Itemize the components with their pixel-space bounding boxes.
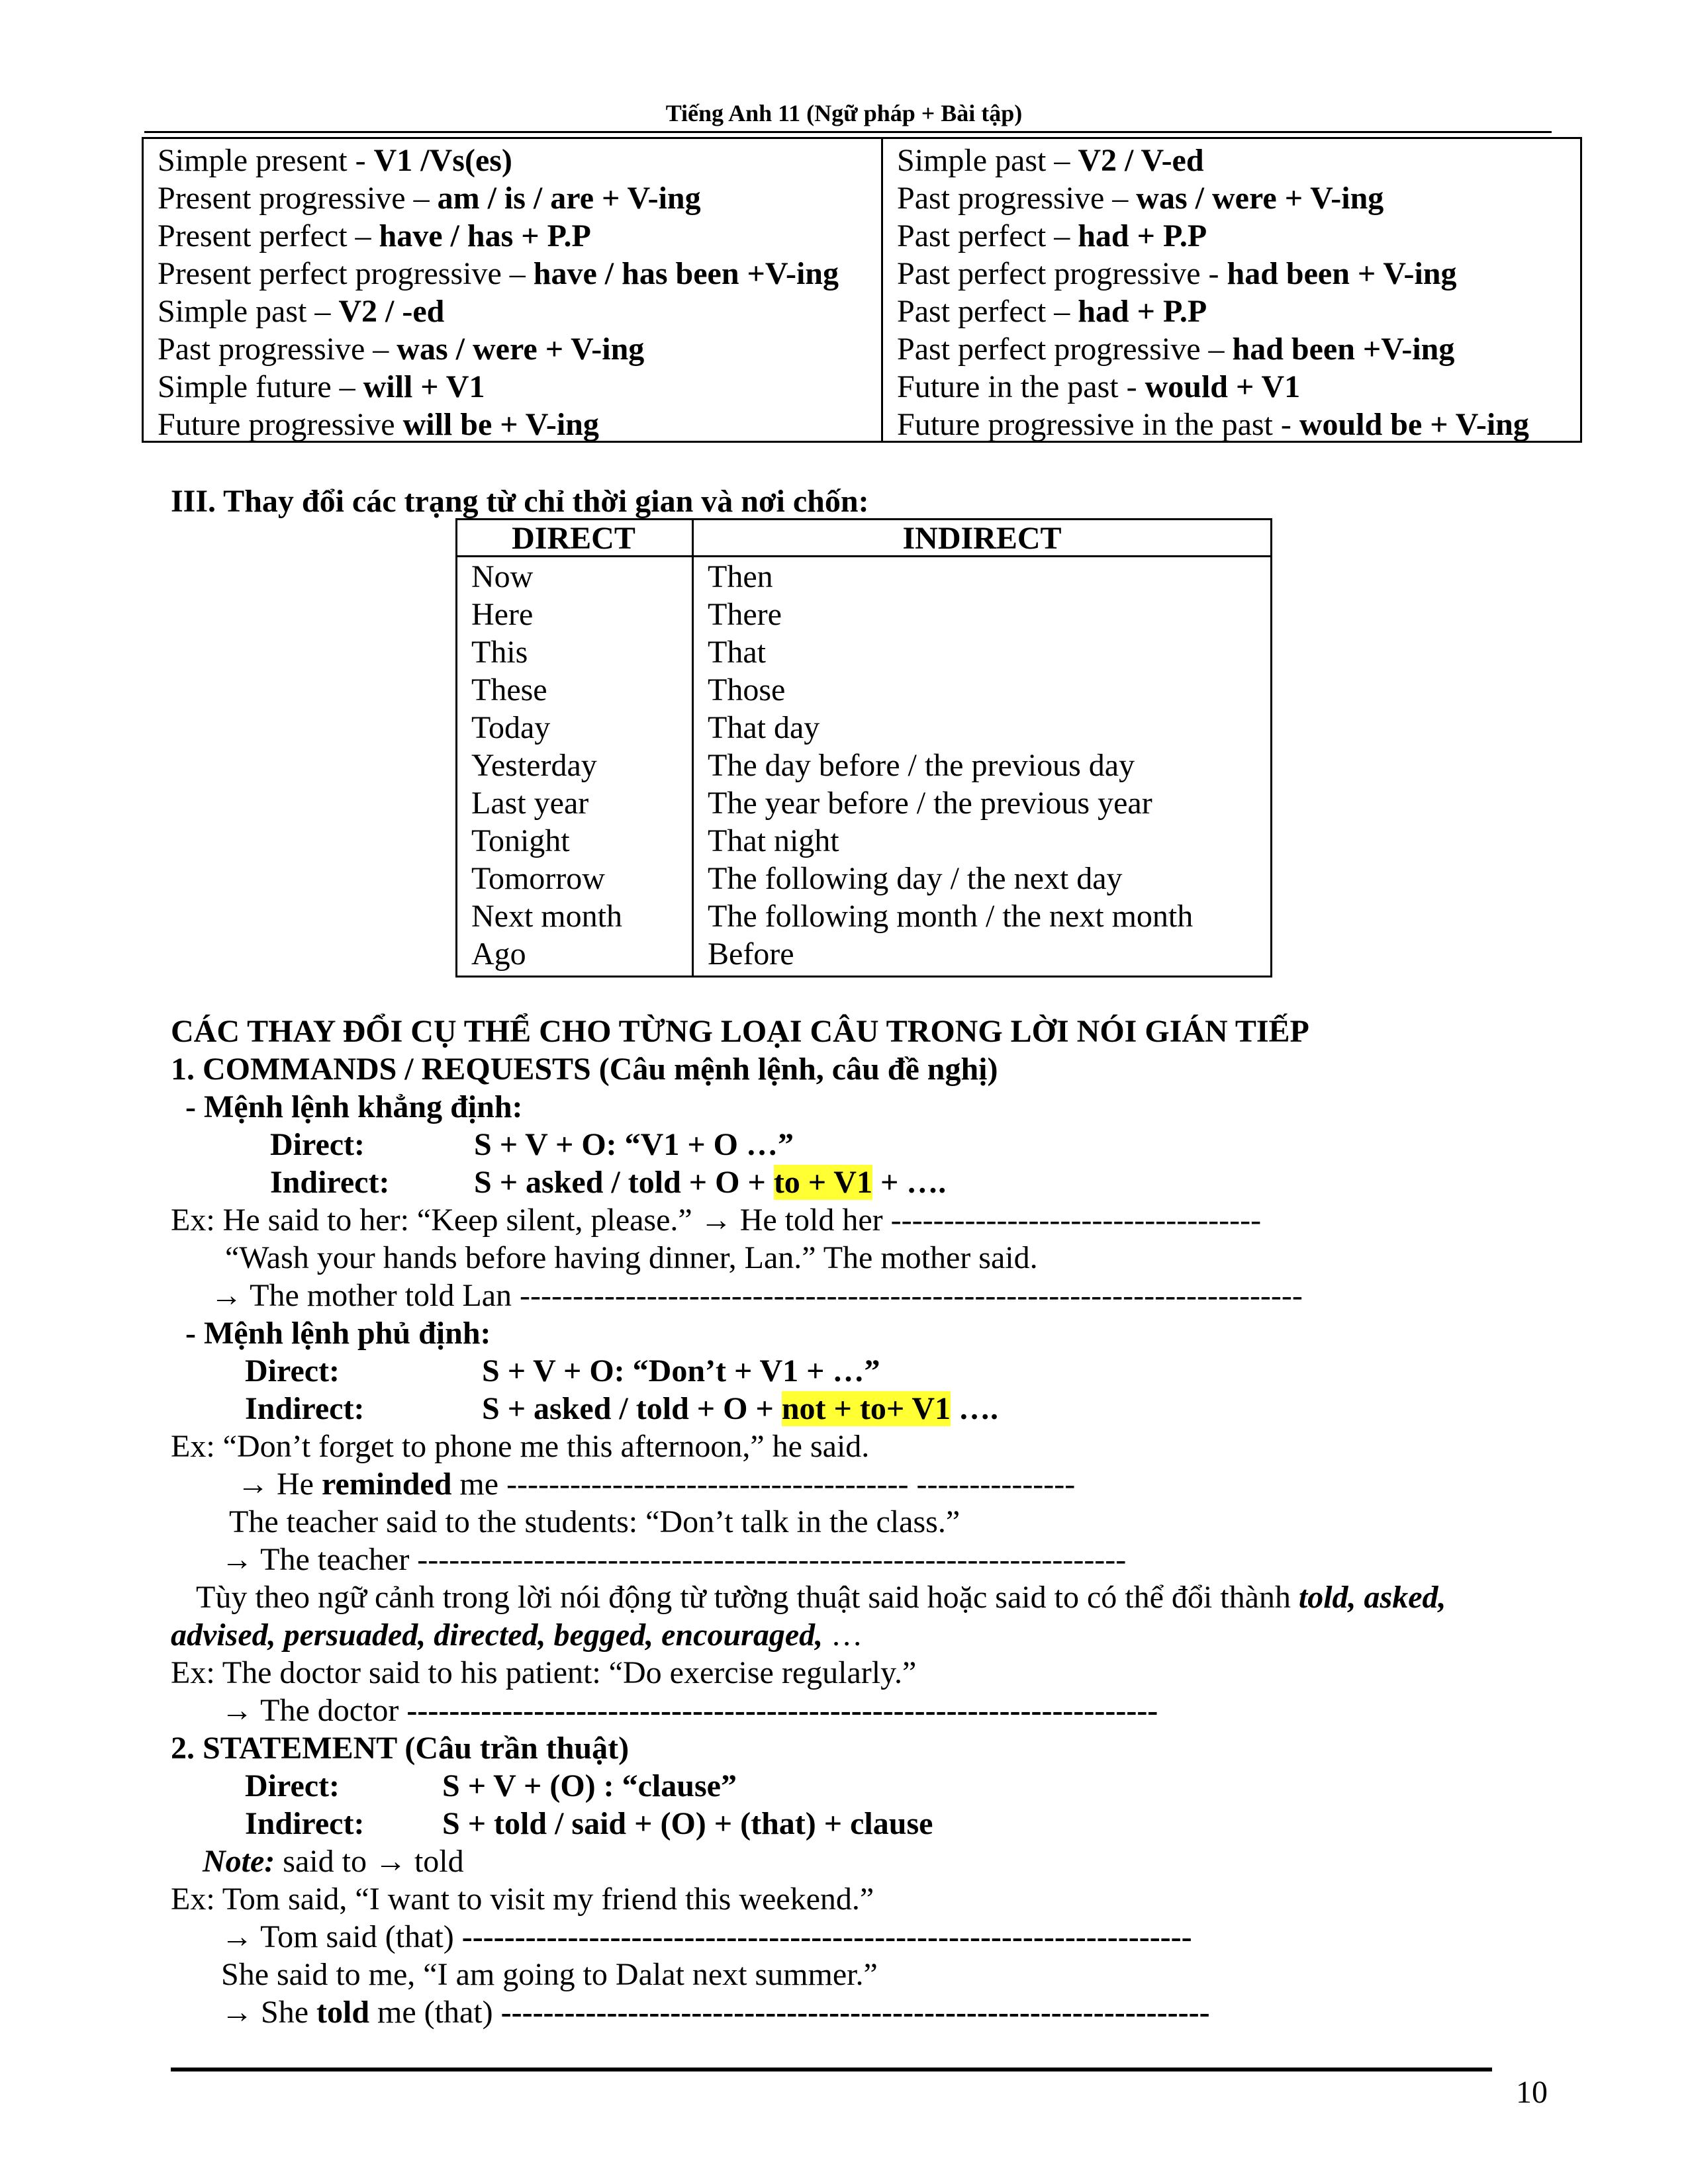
adverb-indirect-8: The following day / the next day: [708, 861, 1123, 896]
section-1-heading: 1. COMMANDS / REQUESTS (Câu mệnh lệnh, câu đề nghị): [171, 1052, 998, 1087]
footer-rule: [171, 2068, 1492, 2071]
adverb-indirect-6: The year before / the previous year: [708, 786, 1152, 821]
tense-right-0-plain: Simple past –: [897, 143, 1078, 178]
s2-direct-formula: S + V + (O) : “clause”: [442, 1768, 737, 1803]
section-1b-heading: - Mệnh lệnh phủ định:: [185, 1316, 491, 1351]
tense-left-1: [158, 179, 701, 217]
tense-left-0-bold: V1 /Vs(es): [373, 143, 512, 178]
example-4-line-3: She said to me, “I am going to Dalat next summer.”: [221, 1957, 878, 1992]
example-2-line-2-bold: reminded: [321, 1467, 452, 1502]
tense-left-6: [158, 368, 485, 406]
s1a-indirect-label: Indirect:: [270, 1165, 390, 1200]
example-3-line-2: [221, 1692, 1158, 1729]
adverb-direct-8: Tomorrow: [471, 861, 605, 896]
tense-right-1-plain: Past progressive –: [897, 181, 1137, 216]
tense-right-6-bold: would + V1: [1145, 369, 1301, 404]
tense-right-3: [897, 255, 1457, 293]
tense-right-5: [897, 330, 1454, 368]
example-2-line-3: The teacher said to the students: “Don’t talk in the class.”: [229, 1504, 961, 1539]
s1b-indirect-post: ….: [950, 1391, 998, 1426]
section-1a-heading: - Mệnh lệnh khẳng định:: [185, 1089, 523, 1124]
tense-left-7-bold: will be + V-ing: [402, 407, 599, 442]
tense-right-0-bold: V2 / V-ed: [1078, 143, 1204, 178]
page-number: 10: [1516, 2075, 1548, 2110]
adverb-direct-7: Tonight: [471, 823, 570, 858]
s2-note-text: said to → told: [275, 1844, 464, 1879]
example-4-line-4-pre: → She: [221, 1995, 316, 2030]
adverb-indirect-2: That: [708, 635, 766, 670]
s2-note: [203, 1843, 464, 1880]
note-line-2-ellipsis: …: [823, 1617, 863, 1653]
example-2-line-2-pre: → He: [237, 1467, 322, 1502]
tense-right-7-bold: would be + V-ing: [1299, 407, 1529, 442]
main-heading: CÁC THAY ĐỔI CỤ THỂ CHO TỪNG LOẠI CÂU TRONG LỜI NÓI GIÁN TIẾP: [171, 1014, 1309, 1049]
tense-left-6-bold: will + V1: [363, 369, 485, 404]
example-4-line-1: Ex: Tom said, “I want to visit my friend this weekend.”: [171, 1882, 874, 1917]
tense-left-3: [158, 255, 839, 293]
tense-right-6-plain: Future in the past -: [897, 369, 1145, 404]
tense-left-5: [158, 330, 644, 368]
s1a-indirect-post: + ….: [872, 1165, 947, 1200]
s1b-indirect-label: Indirect:: [245, 1391, 365, 1426]
tense-right-4: [897, 293, 1207, 330]
example-2-line-4: → The teacher -------------------------------------------------------------------: [221, 1542, 1127, 1577]
tense-left-2-plain: Present perfect –: [158, 218, 379, 253]
tense-left-4-plain: Simple past –: [158, 294, 339, 329]
adverb-col-indirect: INDIRECT: [902, 521, 1062, 556]
tense-left-0-plain: Simple present -: [158, 143, 374, 178]
tense-right-7-plain: Future progressive in the past -: [897, 407, 1299, 442]
tense-left-4-bold: V2 / -ed: [338, 294, 445, 329]
tense-left-3-bold: have / has been +V-ing: [533, 256, 839, 291]
tense-left-5-bold: was / were + V-ing: [397, 332, 645, 367]
tense-left-1-plain: Present progressive –: [158, 181, 438, 216]
example-4-line-2-pre: → Tom said (that): [221, 1919, 462, 1954]
note-line-1: [196, 1578, 1446, 1616]
adverb-direct-9: Next month: [471, 899, 622, 934]
s2-direct-label: Direct:: [245, 1768, 340, 1803]
tense-right-5-bold: had been +V-ing: [1232, 332, 1455, 367]
adverb-table-divider: [692, 518, 694, 978]
example-4-line-4-bold: told: [316, 1995, 370, 2030]
example-2-line-2-post: me -------------------------------------- ---------------: [451, 1467, 1076, 1502]
tense-left-7-plain: Future progressive: [158, 407, 403, 442]
example-4-answer-blank-2: -------------------------------------------------------------------: [500, 1995, 1210, 2030]
tense-left-7: [158, 406, 599, 443]
tense-right-0: [897, 142, 1204, 179]
tense-right-2-bold: had + P.P: [1078, 218, 1207, 253]
s1b-indirect-pre: S + asked / told + O +: [482, 1391, 782, 1426]
tense-left-2: [158, 217, 591, 255]
example-3-line-1: Ex: The doctor said to his patient: “Do exercise regularly.”: [171, 1655, 917, 1690]
s1a-indirect-highlight: to + V1: [773, 1165, 872, 1200]
tense-right-4-plain: Past perfect –: [897, 294, 1078, 329]
example-1-line-2: “Wash your hands before having dinner, Lan.” The mother said.: [225, 1240, 1038, 1275]
section-3-heading: III. Thay đổi các trạng từ chỉ thời gian và nơi chốn:: [171, 484, 869, 519]
s1a-indirect-pre: S + asked / told + O +: [474, 1165, 774, 1200]
adverb-indirect-5: The day before / the previous day: [708, 748, 1135, 783]
note-line-2-verbs: advised, persuaded, directed, begged, encouraged,: [171, 1617, 823, 1653]
adverb-indirect-7: That night: [708, 823, 839, 858]
note-line-1-text: Tùy theo ngữ cảnh trong lời nói động từ tường thuật said hoặc said to có thể đổi thành: [196, 1580, 1299, 1615]
note-line-2: [171, 1616, 863, 1654]
tense-right-6: [897, 368, 1300, 406]
tense-right-3-plain: Past perfect progressive -: [897, 256, 1227, 291]
tense-left-0: [158, 142, 512, 179]
example-2-line-2: [237, 1465, 1075, 1503]
tense-right-2: [897, 217, 1207, 255]
page-header-title: Tiếng Anh 11 (Ngữ pháp + Bài tập): [665, 100, 1023, 126]
example-2-line-1: Ex: “Don’t forget to phone me this afternoon,” he said.: [171, 1429, 870, 1464]
example-3-line-2-pre: → The doctor: [221, 1693, 407, 1728]
s1b-indirect-formula: [482, 1390, 998, 1428]
s2-indirect-label: Indirect:: [245, 1806, 365, 1841]
tense-right-5-plain: Past perfect progressive –: [897, 332, 1233, 367]
s1b-direct-label: Direct:: [245, 1353, 340, 1388]
adverb-direct-6: Last year: [471, 786, 589, 821]
tense-left-5-plain: Past progressive –: [158, 332, 397, 367]
adverb-direct-5: Yesterday: [471, 748, 597, 783]
s1b-direct-formula: S + V + O: “Don’t + V1 + …”: [482, 1353, 880, 1388]
tense-left-3-plain: Present perfect progressive –: [158, 256, 534, 291]
adverb-direct-1: Here: [471, 597, 534, 632]
s1b-indirect-highlight: not + to+ V1: [781, 1391, 951, 1426]
tense-left-6-plain: Simple future –: [158, 369, 363, 404]
tense-left-2-bold: have / has + P.P: [379, 218, 591, 253]
example-4-line-2: [221, 1918, 1192, 1956]
s2-indirect-formula: S + told / said + (O) + (that) + clause: [442, 1806, 933, 1841]
example-1-line-3: → The mother told Lan --------------------------------------------------------------------------: [211, 1278, 1303, 1313]
adverb-direct-10: Ago: [471, 936, 526, 972]
tense-right-1-bold: was / were + V-ing: [1136, 181, 1384, 216]
s1a-direct-label: Direct:: [270, 1127, 365, 1162]
adverb-indirect-4: That day: [708, 710, 820, 745]
adverb-direct-0: Now: [471, 559, 534, 594]
s1a-indirect-formula: [474, 1163, 946, 1201]
tense-right-3-bold: had been + V-ing: [1227, 256, 1457, 291]
tense-right-2-plain: Past perfect –: [897, 218, 1078, 253]
tense-table-divider: [881, 137, 883, 443]
example-4-line-4-mid: me (that): [369, 1995, 501, 2030]
tense-right-7: [897, 406, 1529, 443]
adverb-direct-3: These: [471, 672, 547, 707]
adverb-indirect-1: There: [708, 597, 782, 632]
tense-right-1: [897, 179, 1383, 217]
adverb-indirect-3: Those: [708, 672, 786, 707]
example-3-answer-blank: -----------------------------------------------------------------------: [406, 1693, 1158, 1728]
example-4-answer-blank-1: ---------------------------------------------------------------------: [461, 1919, 1192, 1954]
tense-left-4: [158, 293, 444, 330]
tense-right-4-bold: had + P.P: [1078, 294, 1207, 329]
header-rule: [144, 131, 1552, 133]
example-1-line-1: Ex: He said to her: “Keep silent, please.” → He told her -----------------------------------: [171, 1203, 1262, 1238]
adverb-indirect-9: The following month / the next month: [708, 899, 1194, 934]
adverb-direct-2: This: [471, 635, 528, 670]
adverb-col-direct: DIRECT: [512, 521, 635, 556]
section-2-heading: 2. STATEMENT (Câu trần thuật): [171, 1731, 630, 1766]
tense-left-1-bold: am / is / are + V-ing: [437, 181, 701, 216]
note-line-1-verbs: told, asked,: [1298, 1580, 1446, 1615]
adverb-indirect-0: Then: [708, 559, 773, 594]
s2-note-label: Note:: [203, 1844, 275, 1879]
adverb-direct-4: Today: [471, 710, 551, 745]
adverb-indirect-10: Before: [708, 936, 794, 972]
example-4-line-4: [221, 1993, 1210, 2031]
s1a-direct-formula: S + V + O: “V1 + O …”: [474, 1127, 794, 1162]
